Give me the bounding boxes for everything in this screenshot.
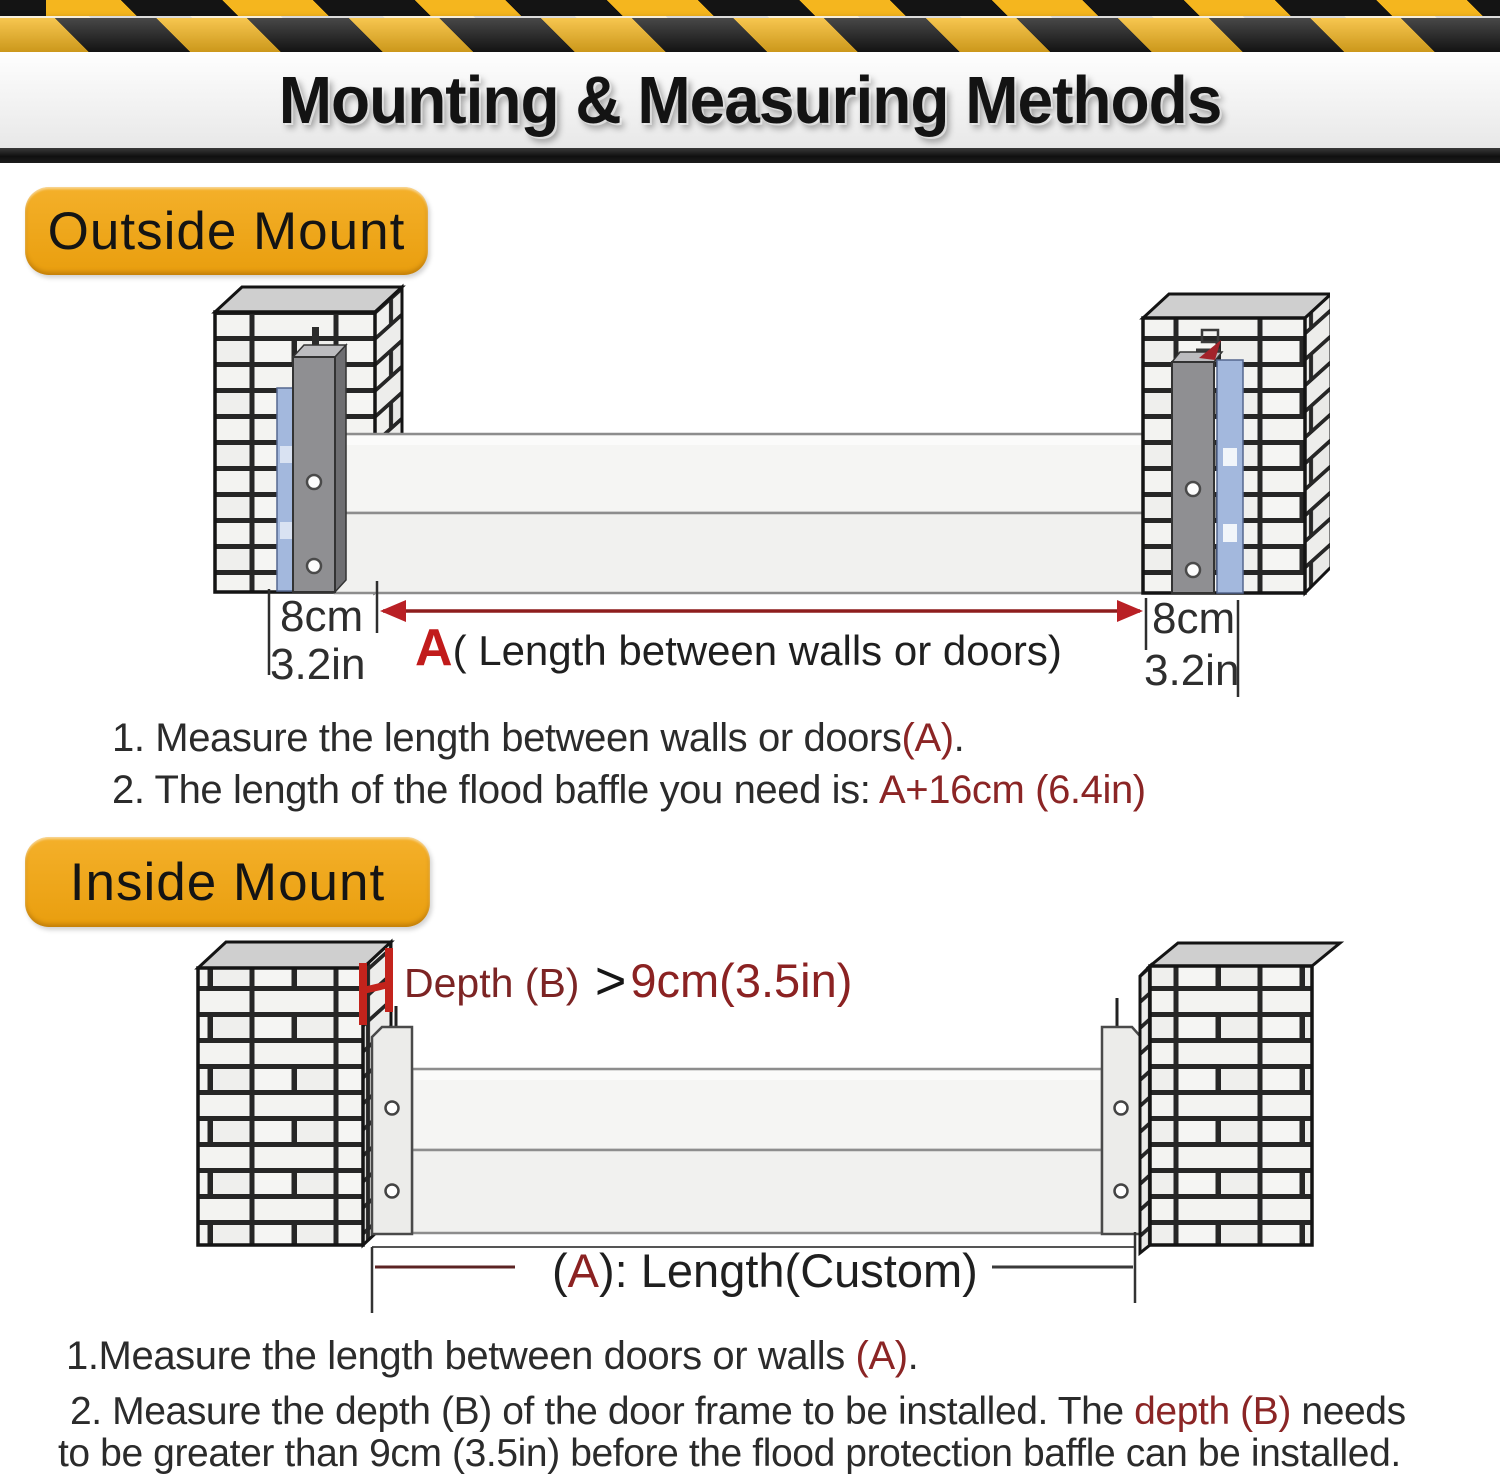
hazard-tape-strip-main [0,16,1500,54]
span-arrow-left-head-icon [380,600,406,622]
inside-mount-badge [25,837,430,927]
outside-mount-badge [25,187,428,275]
title-band [0,52,1500,148]
screw-hole [307,559,321,573]
screw-hole [1115,1185,1128,1198]
screw-hole [1186,482,1200,496]
screw-hole [1186,563,1200,577]
outside-right-offset-cm: 8cm [1152,594,1236,643]
screw-hole [386,1185,399,1198]
depth-requirement-label: Depth (B) >9cm(3.5in) [404,951,853,1011]
header-divider-bar [0,148,1500,163]
outside-step-1: 1. Measure the length between walls or doors(A). [112,716,965,760]
inside-mount-badge-label: Inside Mount [69,852,386,912]
screw-hole [307,475,321,489]
outside-right-offset-in: 3.2in [1144,646,1240,695]
outside-step-2: 2. The length of the flood baffle you need is: A+16cm (6.4in) [112,768,1146,812]
page-title: Mounting & Measuring Methods [278,62,1222,138]
span-arrow-right-head-icon [1117,600,1143,622]
outside-left-offset-in: 3.2in [270,640,366,689]
outside-mount-badge-label: Outside Mount [47,201,406,261]
outside-right-bracket [1172,330,1243,593]
inside-right-bracket [1102,998,1140,1234]
flood-barrier-planks [412,1069,1102,1233]
screw-hole [1115,1102,1128,1115]
inside-right-pillar [1140,943,1340,1253]
span-a-letter: A [415,619,453,677]
inside-left-bracket [372,1027,412,1234]
flood-barrier-planks [335,434,1173,593]
inside-step-2-line-1: 2. Measure the depth (B) of the door frame to be installed. The depth (B) needs [70,1390,1406,1433]
screw-hole [386,1102,399,1115]
hazard-tape-strip-top [0,0,1500,16]
inside-step-1: 1.Measure the length between doors or walls (A). [66,1334,919,1378]
right-blue-seal-strip [1217,360,1243,593]
inside-step-2-line-2: to be greater than 9cm (3.5in) before the flood protection baffle can be installed. [58,1432,1401,1475]
outside-span-label: A( Length between walls or doors) [415,619,1062,677]
length-custom-label: (A): Length(Custom) [552,1244,978,1297]
outside-left-offset-cm: 8cm [280,592,364,641]
